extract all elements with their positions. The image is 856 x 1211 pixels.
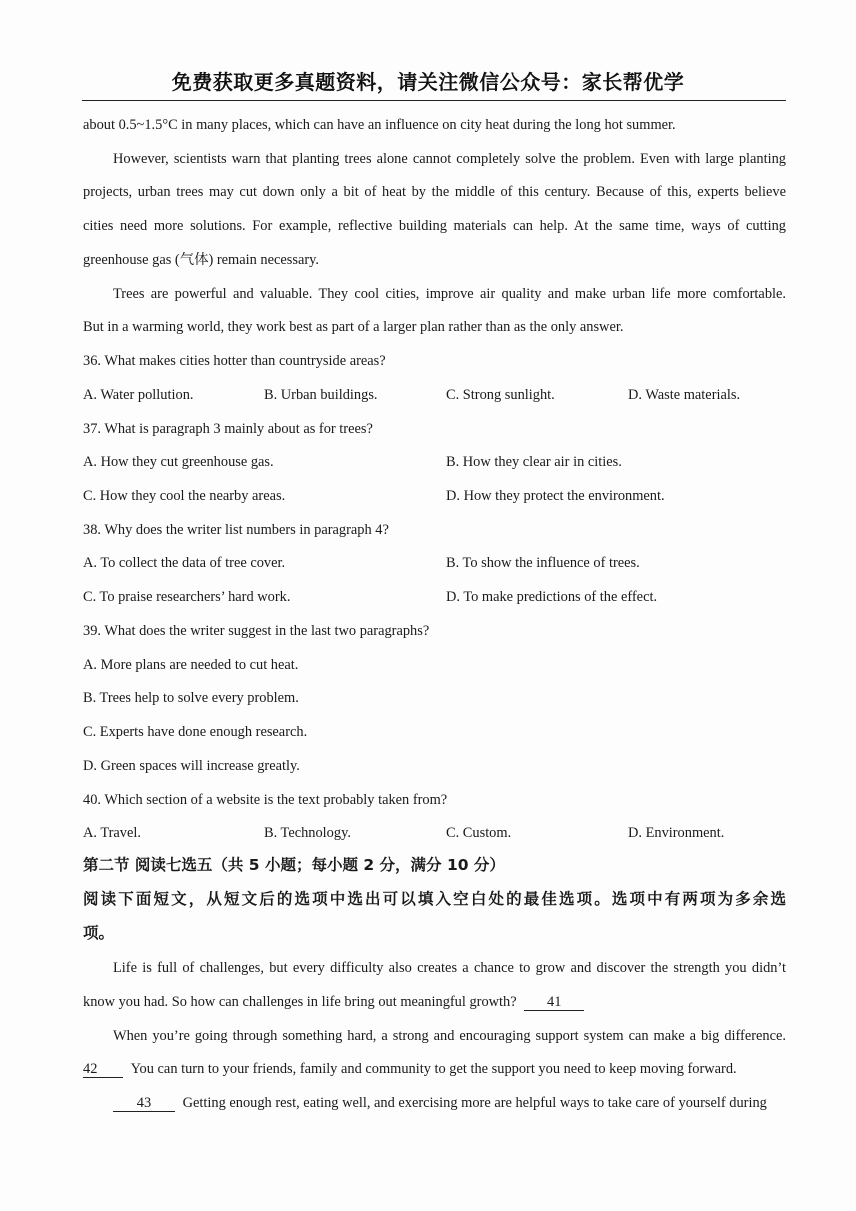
question-39-stem: 39. What does the writer suggest in the last two paragraphs? — [83, 623, 430, 639]
question-37-stem: 37. What is paragraph 3 mainly about as for trees? — [83, 421, 373, 437]
question-38-option-a: A. To collect the data of tree cover. — [83, 555, 286, 571]
section-2-heading: 第二节 阅读七选五（共 5 小题；每小题 2 分，满分 10 分） — [83, 856, 505, 874]
question-36-stem: 36. What makes cities hotter than countryside areas? — [83, 353, 386, 369]
passage-2-line: Life is full of challenges, but every difficulty also creates a chance to grow and discover the strength you didn’t — [113, 960, 786, 976]
header-divider — [82, 100, 786, 101]
passage-line: However, scientists warn that planting trees alone cannot completely solve the problem. Even with large planting — [113, 151, 786, 167]
question-38-option-c: C. To praise researchers’ hard work. — [83, 589, 291, 605]
question-36-option-b: B. Urban buildings. — [264, 387, 378, 403]
question-38-stem: 38. Why does the writer list numbers in paragraph 4? — [83, 522, 389, 538]
question-36-option-c: C. Strong sunlight. — [446, 387, 555, 403]
blank-41: 41 — [524, 994, 584, 1011]
section-2-instruction: 项。 — [83, 924, 115, 942]
passage-2-line: When you’re going through something hard, a strong and encouraging support system can make a big difference. — [113, 1028, 786, 1044]
passage-2-line — [113, 1093, 786, 1113]
question-38-option-b: B. To show the influence of trees. — [446, 555, 640, 571]
question-38-option-d: D. To make predictions of the effect. — [446, 589, 658, 605]
question-40-option-b: B. Technology. — [264, 825, 351, 841]
question-37-option-d: D. How they protect the environment. — [446, 488, 665, 504]
passage-2-line — [83, 992, 786, 1012]
passage-2-line — [83, 1059, 786, 1079]
question-40-option-d: D. Environment. — [628, 825, 725, 841]
blank-42: 42 — [83, 1061, 123, 1078]
question-40-stem: 40. Which section of a website is the text probably taken from? — [83, 792, 448, 808]
question-39-option-d: D. Green spaces will increase greatly. — [83, 758, 300, 774]
passage-2-text: You can turn to your friends, family and community to get the support you need to keep moving forward. — [130, 1061, 737, 1077]
passage-line: cities need more solutions. For example, reflective building materials can help. At the same time, ways of cutting — [83, 218, 786, 234]
question-36-option-a: A. Water pollution. — [83, 387, 194, 403]
blank-43: 43 — [113, 1095, 175, 1112]
question-40-option-c: C. Custom. — [446, 825, 512, 841]
passage-line: projects, urban trees may cut down only a bit of heat by the middle of this century. Because of this, experts believe — [83, 184, 786, 200]
question-39-option-b: B. Trees help to solve every problem. — [83, 690, 299, 706]
question-36-option-d: D. Waste materials. — [628, 387, 741, 403]
page-header-title: 免费获取更多真题资料，请关注微信公众号：家长帮优学 — [171, 70, 685, 94]
question-39-option-a: A. More plans are needed to cut heat. — [83, 657, 299, 673]
question-37-option-a: A. How they cut greenhouse gas. — [83, 454, 274, 470]
question-40-option-a: A. Travel. — [83, 825, 141, 841]
question-37-option-b: B. How they clear air in cities. — [446, 454, 622, 470]
section-2-instruction: 阅读下面短文，从短文后的选项中选出可以填入空白处的最佳选项。选项中有两项为多余选 — [83, 890, 786, 908]
passage-line: Trees are powerful and valuable. They cool cities, improve air quality and make urban life more comfortable. — [113, 286, 786, 302]
question-39-option-c: C. Experts have done enough research. — [83, 724, 308, 740]
passage-2-text: know you had. So how can challenges in life bring out meaningful growth? — [83, 994, 517, 1010]
passage-line: But in a warming world, they work best as part of a larger plan rather than as the only answer. — [83, 319, 624, 335]
passage-line: about 0.5~1.5°C in many places, which can have an influence on city heat during the long hot summer. — [83, 117, 676, 133]
question-37-option-c: C. How they cool the nearby areas. — [83, 488, 286, 504]
passage-line: greenhouse gas (气体) remain necessary. — [83, 252, 320, 268]
passage-2-text: Getting enough rest, eating well, and exercising more are helpful ways to take care of yourself during — [182, 1095, 767, 1111]
